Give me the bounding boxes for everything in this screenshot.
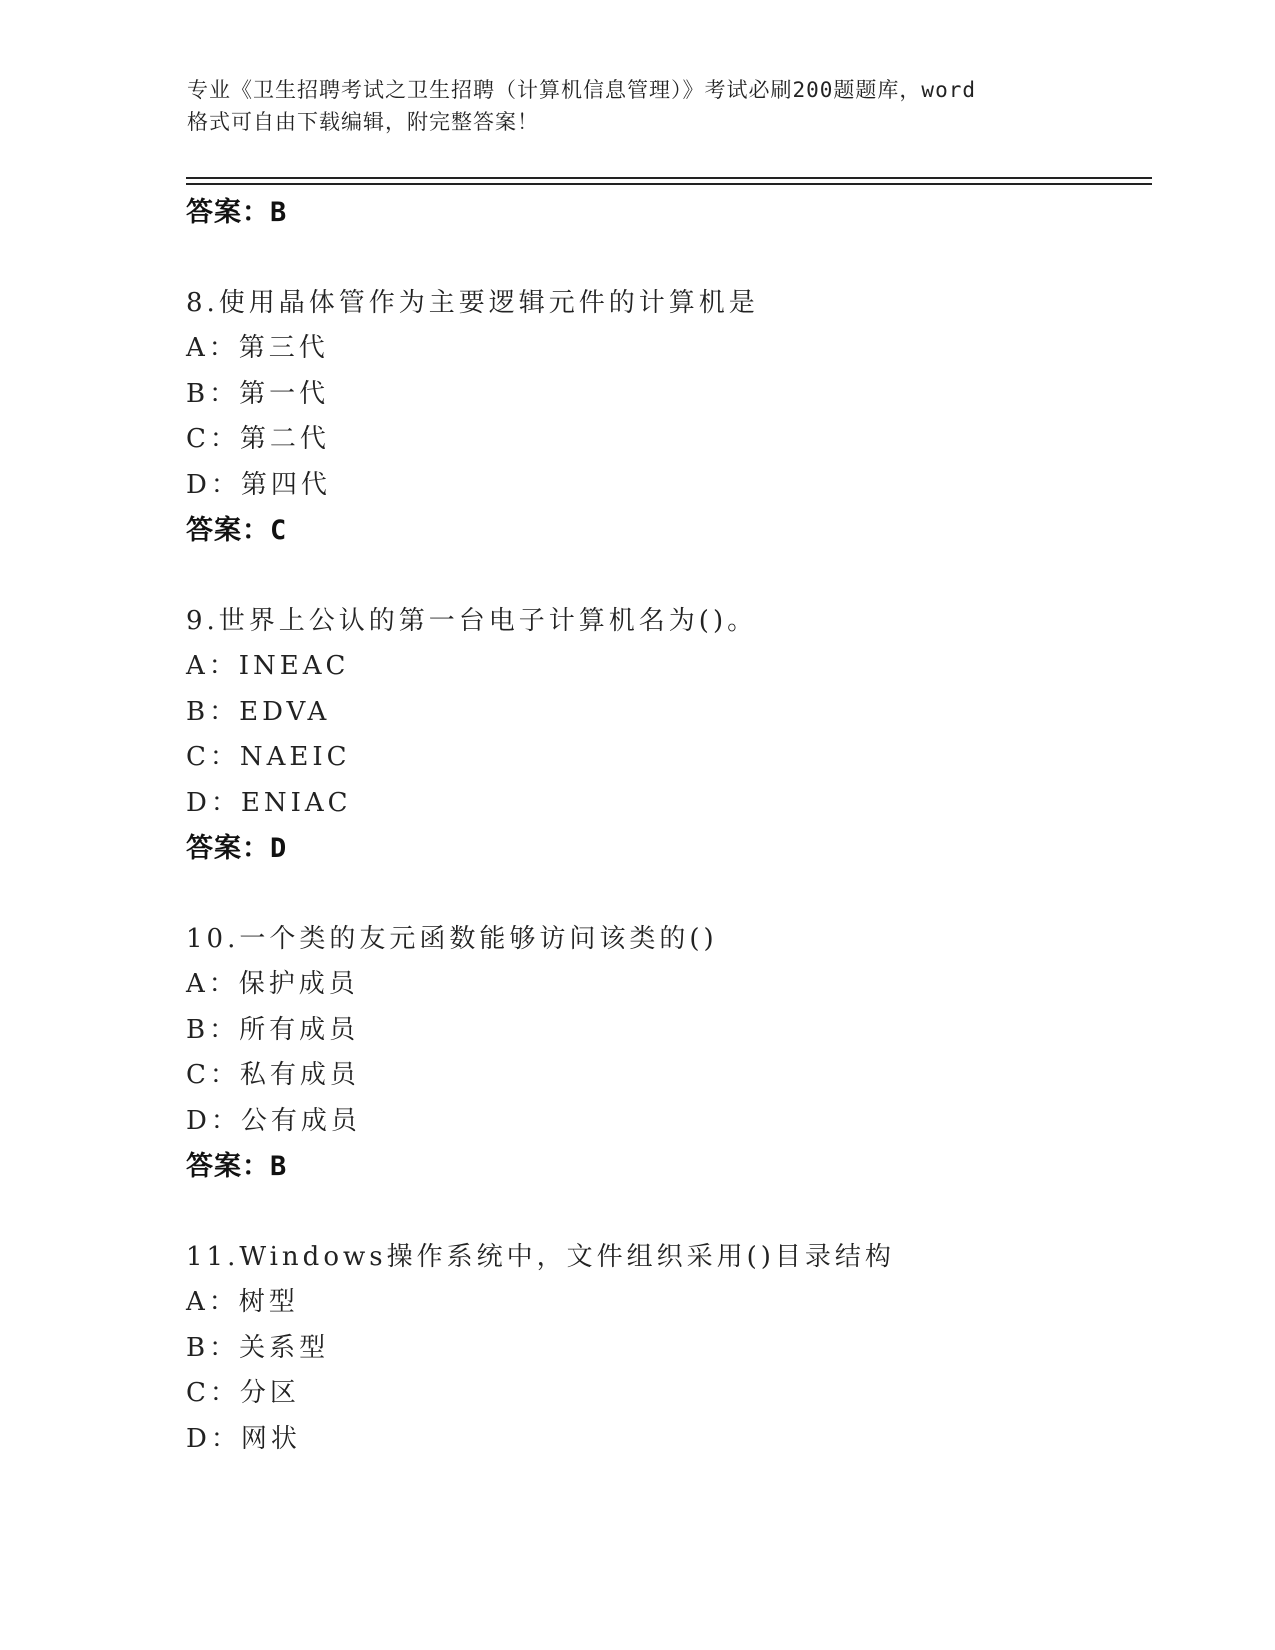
option-c: C：NAEIC (186, 742, 351, 772)
option-b: B：所有成员 (186, 1014, 360, 1045)
option-b: B：第一代 (186, 378, 330, 409)
question-text: 9.世界上公认的第一台电子计算机名为()。 (186, 606, 758, 636)
option-c: C：私有成员 (186, 1060, 360, 1090)
option-d: D：第四代 (186, 469, 331, 500)
question-10 (186, 872, 1146, 1190)
header-rule-top (186, 177, 1152, 179)
option-c: C：分区 (186, 1378, 300, 1408)
option-d: D：公有成员 (186, 1105, 361, 1136)
answer-line: 答案：D (186, 833, 288, 864)
spacer (186, 554, 1146, 599)
option-d: D：网状 (186, 1423, 301, 1454)
header-line-1: 专业《卫生招聘考试之卫生招聘（计算机信息管理）》考试必刷200题题库，word (187, 78, 976, 102)
question-text: 10.一个类的友元函数能够访问该类的() (186, 924, 718, 954)
spacer (186, 872, 1146, 917)
spacer (186, 236, 1146, 281)
option-a: A：第三代 (186, 333, 329, 363)
answer-line: 答案：C (186, 515, 288, 546)
option-b: B：EDVA (186, 696, 331, 727)
question-text: 8.使用晶体管作为主要逻辑元件的计算机是 (186, 288, 759, 318)
question-9 (186, 554, 1146, 872)
header-line-2: 格式可自由下载编辑，附完整答案！ (187, 110, 539, 134)
question-text: 11.Windows操作系统中，文件组织采用()目录结构 (186, 1242, 895, 1272)
document-header (187, 74, 1087, 138)
answer-line: 答案：B (186, 1151, 288, 1182)
question-8 (186, 236, 1146, 554)
option-a: A：树型 (186, 1287, 299, 1317)
previous-answer: 答案：B (186, 197, 288, 228)
question-list (186, 190, 1146, 1462)
option-c: C：第二代 (186, 424, 330, 454)
option-b: B：关系型 (186, 1332, 330, 1363)
header-rule-bottom (186, 183, 1152, 185)
spacer (186, 1190, 1146, 1235)
option-a: A：INEAC (186, 651, 350, 681)
option-a: A：保护成员 (186, 969, 359, 999)
question-11 (186, 1190, 1146, 1462)
option-d: D：ENIAC (186, 787, 352, 818)
